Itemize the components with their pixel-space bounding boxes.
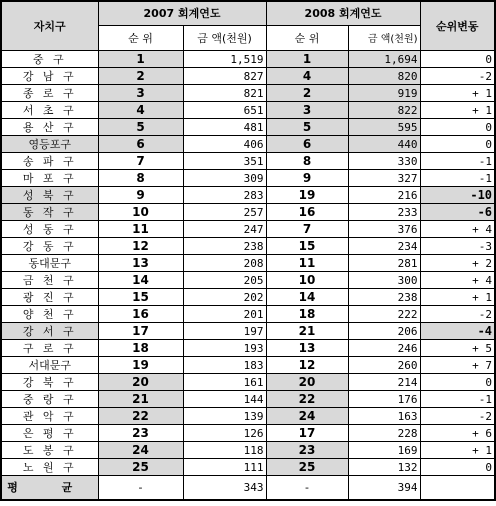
rank-change: -3 [420,238,495,255]
rank-2007: 22 [98,408,183,425]
rank-change: -6 [420,204,495,221]
rank-2008: 4 [266,68,348,85]
amount-2007: 821 [183,85,266,102]
rank-change: + 1 [420,442,495,459]
rank-2008: 8 [266,153,348,170]
amount-2008: 330 [348,153,420,170]
district-name: 강 동 구 [1,238,98,255]
rank-2008: 20 [266,374,348,391]
district-name: 강 북 구 [1,374,98,391]
rank-2008: 19 [266,187,348,204]
table-row [1,153,495,170]
district-name: 중 랑 구 [1,391,98,408]
district-name: 금 천 구 [1,272,98,289]
amount-2008: 822 [348,102,420,119]
rank-2007: 18 [98,340,183,357]
table-row [1,170,495,187]
header-district: 자치구 [1,1,98,51]
amount-2008: 176 [348,391,420,408]
district-name: 영등포구 [1,136,98,153]
rank-2008: 17 [266,425,348,442]
amount-2008: 169 [348,442,420,459]
rank-2007: 7 [98,153,183,170]
table-row [1,323,495,340]
district-name: 서 초 구 [1,102,98,119]
rank-change: 0 [420,374,495,391]
rank-2008: 5 [266,119,348,136]
table-row [1,391,495,408]
amount-2007: 139 [183,408,266,425]
rank-change: + 4 [420,272,495,289]
rank-2007: 13 [98,255,183,272]
amount-2008: 281 [348,255,420,272]
table-row [1,119,495,136]
district-name: 송 파 구 [1,153,98,170]
header-year-2007: 2007 회계연도 [98,1,266,26]
amount-2007: 202 [183,289,266,306]
amount-2008: 234 [348,238,420,255]
table-row [1,136,495,153]
table-row [1,204,495,221]
header-amount-2008 [348,26,420,51]
amount-2007: 161 [183,374,266,391]
amount-2007: 351 [183,153,266,170]
rank-2007: 11 [98,221,183,238]
rank-2007: 6 [98,136,183,153]
rank-2008: 22 [266,391,348,408]
amount-2007: 406 [183,136,266,153]
rank-2007: 5 [98,119,183,136]
amount-2007: 651 [183,102,266,119]
amount-2008: 1,694 [348,51,420,68]
amount-2007: 309 [183,170,266,187]
rank-change: + 1 [420,289,495,306]
rank-2007: 20 [98,374,183,391]
amount-2008: 300 [348,272,420,289]
rank-2007: 9 [98,187,183,204]
district-name: 성 북 구 [1,187,98,204]
rank-2008: 25 [266,459,348,476]
rank-2008: 10 [266,272,348,289]
district-name: 서대문구 [1,357,98,374]
average-rank-2008: - [266,476,348,501]
amount-2007: 238 [183,238,266,255]
rank-change: 0 [420,459,495,476]
rank-2007: 21 [98,391,183,408]
table-row [1,442,495,459]
table-row [1,425,495,442]
table-row [1,187,495,204]
rank-change: + 2 [420,255,495,272]
average-change [420,476,495,501]
amount-2007: 111 [183,459,266,476]
table-row [1,51,495,68]
amount-2007: 247 [183,221,266,238]
rank-2007: 15 [98,289,183,306]
district-name: 은 평 구 [1,425,98,442]
amount-2007: 481 [183,119,266,136]
rank-2008: 18 [266,306,348,323]
rank-change: + 5 [420,340,495,357]
amount-2008: 228 [348,425,420,442]
table-row [1,272,495,289]
amount-2007: 208 [183,255,266,272]
rank-2008: 9 [266,170,348,187]
rank-change: -2 [420,68,495,85]
rank-2007: 1 [98,51,183,68]
amount-2007: 118 [183,442,266,459]
header-amount-2008-text: 금 액(천원) [367,33,418,45]
district-name: 관 악 구 [1,408,98,425]
header-year-2008: 2008 회계연도 [266,1,420,26]
rank-2007: 8 [98,170,183,187]
district-name: 중 구 [1,51,98,68]
rank-2007: 24 [98,442,183,459]
amount-2008: 238 [348,289,420,306]
amount-2007: 257 [183,204,266,221]
amount-2008: 376 [348,221,420,238]
table-body [1,51,495,476]
rank-change: -2 [420,306,495,323]
amount-2007: 144 [183,391,266,408]
rank-change: + 7 [420,357,495,374]
rank-2008: 11 [266,255,348,272]
amount-2008: 820 [348,68,420,85]
district-name: 도 봉 구 [1,442,98,459]
table-row [1,255,495,272]
amount-2008: 233 [348,204,420,221]
district-name: 동 작 구 [1,204,98,221]
average-rank-2007: - [98,476,183,501]
rank-change: -1 [420,391,495,408]
table-row [1,238,495,255]
rank-2007: 23 [98,425,183,442]
rank-2008: 7 [266,221,348,238]
amount-2008: 260 [348,357,420,374]
amount-2007: 193 [183,340,266,357]
table-row [1,68,495,85]
amount-2007: 197 [183,323,266,340]
average-amount-2007: 343 [183,476,266,501]
table-row [1,340,495,357]
amount-2008: 327 [348,170,420,187]
amount-2008: 132 [348,459,420,476]
rank-change: 0 [420,51,495,68]
rank-2008: 13 [266,340,348,357]
rank-2008: 1 [266,51,348,68]
rank-2008: 12 [266,357,348,374]
header-rank-change: 순위변동 [420,1,495,51]
district-name: 광 진 구 [1,289,98,306]
rank-change: 0 [420,119,495,136]
rank-2007: 4 [98,102,183,119]
header-rank-2008: 순 위 [266,26,348,51]
amount-2007: 827 [183,68,266,85]
amount-2008: 919 [348,85,420,102]
amount-2007: 283 [183,187,266,204]
rank-change: -1 [420,153,495,170]
rank-change: -4 [420,323,495,340]
rank-change: -1 [420,170,495,187]
rank-2007: 16 [98,306,183,323]
table-row [1,289,495,306]
amount-2008: 222 [348,306,420,323]
district-name: 노 원 구 [1,459,98,476]
district-name: 동대문구 [1,255,98,272]
rank-2008: 2 [266,85,348,102]
rank-2007: 3 [98,85,183,102]
rank-2008: 16 [266,204,348,221]
district-name: 강 남 구 [1,68,98,85]
amount-2007: 201 [183,306,266,323]
amount-2007: 1,519 [183,51,266,68]
rank-2007: 17 [98,323,183,340]
district-name: 성 동 구 [1,221,98,238]
rank-change: -10 [420,187,495,204]
district-name: 양 천 구 [1,306,98,323]
amount-2008: 440 [348,136,420,153]
rank-change: + 1 [420,85,495,102]
amount-2008: 163 [348,408,420,425]
district-name: 종 로 구 [1,85,98,102]
average-amount-2008: 394 [348,476,420,501]
rank-2008: 24 [266,408,348,425]
rank-2008: 14 [266,289,348,306]
district-name: 강 서 구 [1,323,98,340]
rank-2007: 10 [98,204,183,221]
district-name: 구 로 구 [1,340,98,357]
rank-2008: 23 [266,442,348,459]
rank-2007: 12 [98,238,183,255]
district-name: 용 산 구 [1,119,98,136]
amount-2008: 206 [348,323,420,340]
rank-2008: 6 [266,136,348,153]
table-row [1,374,495,391]
header-amount-2007: 금 액(천원) [183,26,266,51]
table-row [1,221,495,238]
district-name: 마 포 구 [1,170,98,187]
rank-change: + 4 [420,221,495,238]
table-row [1,102,495,119]
table-row [1,357,495,374]
rank-2007: 25 [98,459,183,476]
rank-2007: 2 [98,68,183,85]
amount-2007: 126 [183,425,266,442]
average-label: 평 균 [1,476,98,501]
rank-2008: 3 [266,102,348,119]
amount-2007: 183 [183,357,266,374]
amount-2008: 214 [348,374,420,391]
rank-change: -2 [420,408,495,425]
amount-2008: 246 [348,340,420,357]
rank-2008: 15 [266,238,348,255]
table-row [1,306,495,323]
table-row [1,408,495,425]
average-row [1,476,495,501]
rank-change: + 6 [420,425,495,442]
amount-2007: 205 [183,272,266,289]
amount-2008: 595 [348,119,420,136]
rank-change: + 1 [420,102,495,119]
rank-2007: 14 [98,272,183,289]
header-rank-2007: 순 위 [98,26,183,51]
table-row [1,85,495,102]
rank-2007: 19 [98,357,183,374]
table-row [1,459,495,476]
rank-change: 0 [420,136,495,153]
amount-2008: 216 [348,187,420,204]
rank-2008: 21 [266,323,348,340]
